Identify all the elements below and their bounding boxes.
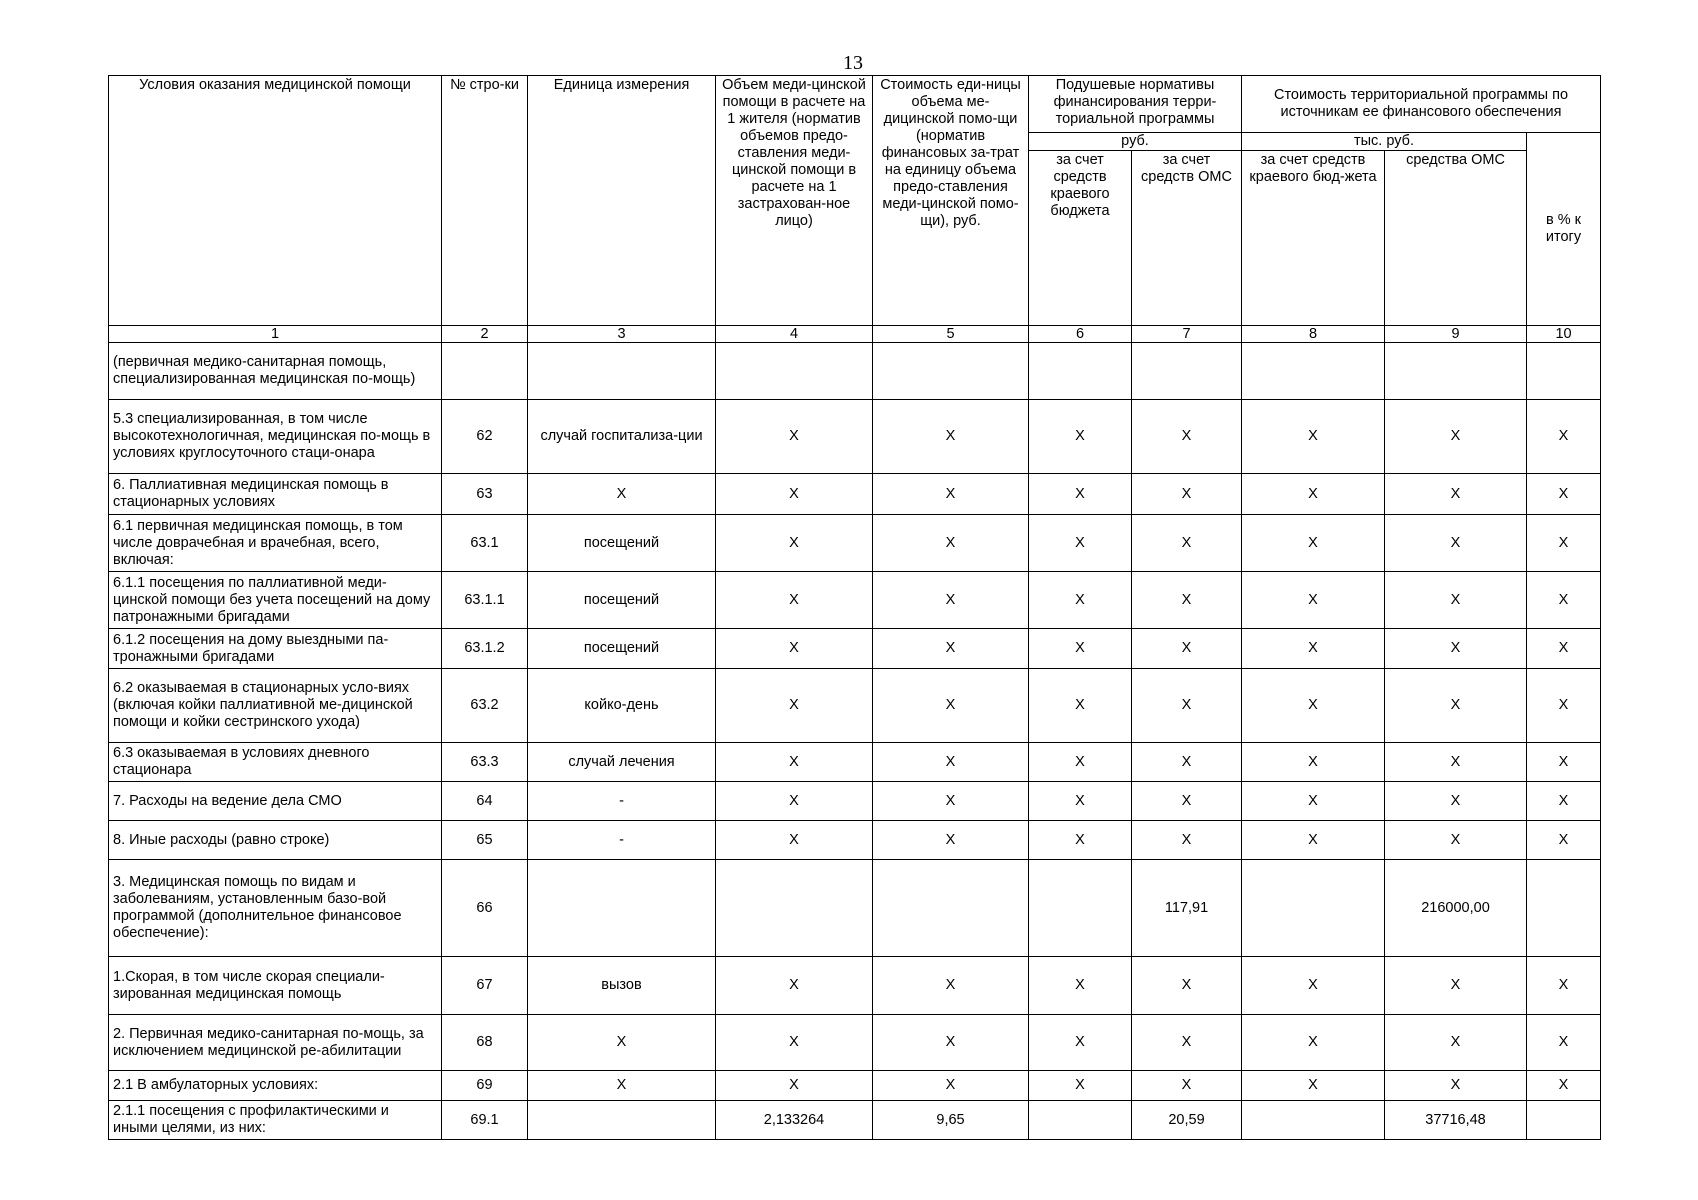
- cell-volume: 2,133264: [716, 1101, 873, 1140]
- cell-oms-thousand: X: [1385, 957, 1527, 1015]
- table-row: [109, 669, 1601, 743]
- cell-row-number: 62: [442, 400, 528, 474]
- table-row: [109, 343, 1601, 400]
- column-number: 4: [716, 326, 873, 343]
- column-number: 7: [1132, 326, 1242, 343]
- table-row: [109, 629, 1601, 669]
- cell-unit-cost: X: [873, 474, 1029, 515]
- cell-percent-total: X: [1527, 572, 1601, 629]
- table-row: [109, 474, 1601, 515]
- cell-conditions: 2. Первичная медико-санитарная по-мощь, за исключением медицинской ре-абилитации: [109, 1015, 442, 1071]
- cell-percent-total: X: [1527, 515, 1601, 572]
- column-number: 8: [1242, 326, 1385, 343]
- cell-regional-budget-rub: X: [1029, 782, 1132, 821]
- cell-volume: X: [716, 572, 873, 629]
- cell-percent-total: X: [1527, 743, 1601, 782]
- table-row: [109, 1071, 1601, 1101]
- cell-regional-budget-thousand: X: [1242, 629, 1385, 669]
- header-per-capita-group: Подушевые нормативы финансирования терри-ториальной программы: [1029, 76, 1242, 133]
- table-row: [109, 515, 1601, 572]
- cell-oms-thousand: 216000,00: [1385, 860, 1527, 957]
- cell-conditions: 6.1.2 посещения на дому выездными па-тронажными бригадами: [109, 629, 442, 669]
- cell-volume: X: [716, 669, 873, 743]
- header-rub-unit: руб.: [1029, 133, 1242, 151]
- cell-regional-budget-thousand: X: [1242, 669, 1385, 743]
- cell-unit: [528, 860, 716, 957]
- table-row: [109, 821, 1601, 860]
- cell-unit-cost: 9,65: [873, 1101, 1029, 1140]
- cell-unit: койко-день: [528, 669, 716, 743]
- cell-oms-thousand: 37716,48: [1385, 1101, 1527, 1140]
- table-body: [109, 343, 1601, 1140]
- column-number: 3: [528, 326, 716, 343]
- cell-unit-cost: X: [873, 957, 1029, 1015]
- cell-oms-rub: X: [1132, 515, 1242, 572]
- cell-oms-rub: X: [1132, 821, 1242, 860]
- cell-unit-cost: X: [873, 629, 1029, 669]
- cell-unit: X: [528, 1071, 716, 1101]
- cell-regional-budget-rub: [1029, 343, 1132, 400]
- cell-volume: X: [716, 957, 873, 1015]
- cell-unit-cost: X: [873, 572, 1029, 629]
- cell-row-number: 63.2: [442, 669, 528, 743]
- header-conditions: Условия оказания медицинской помощи: [109, 76, 442, 326]
- cell-regional-budget-thousand: X: [1242, 1071, 1385, 1101]
- cell-volume: [716, 343, 873, 400]
- cell-volume: X: [716, 782, 873, 821]
- cell-volume: X: [716, 474, 873, 515]
- cell-regional-budget-thousand: [1242, 860, 1385, 957]
- table-row: [109, 957, 1601, 1015]
- cell-regional-budget-thousand: X: [1242, 957, 1385, 1015]
- header-percent-total: в % к итогу: [1527, 133, 1601, 326]
- cell-oms-thousand: X: [1385, 782, 1527, 821]
- cell-unit-cost: X: [873, 1071, 1029, 1101]
- table-header: [109, 76, 1601, 343]
- column-number: 6: [1029, 326, 1132, 343]
- header-regional-budget-rub: за счет средств краевого бюджета: [1029, 151, 1132, 326]
- cell-row-number: 69: [442, 1071, 528, 1101]
- cell-regional-budget-thousand: X: [1242, 572, 1385, 629]
- cell-conditions: 1.Скорая, в том числе скорая специали-зированная медицинская помощь: [109, 957, 442, 1015]
- cell-conditions: (первичная медико-санитарная помощь, специализированная медицинская по-мощь): [109, 343, 442, 400]
- cell-unit: X: [528, 1015, 716, 1071]
- column-number: 2: [442, 326, 528, 343]
- cell-regional-budget-rub: X: [1029, 1015, 1132, 1071]
- cell-regional-budget-thousand: X: [1242, 474, 1385, 515]
- program-cost-table: [108, 75, 1601, 1140]
- cell-percent-total: [1527, 343, 1601, 400]
- cell-unit-cost: X: [873, 1015, 1029, 1071]
- cell-oms-rub: X: [1132, 743, 1242, 782]
- cell-regional-budget-thousand: X: [1242, 1015, 1385, 1071]
- table-row: [109, 400, 1601, 474]
- cell-row-number: 66: [442, 860, 528, 957]
- cell-percent-total: X: [1527, 629, 1601, 669]
- cell-oms-thousand: X: [1385, 515, 1527, 572]
- cell-percent-total: X: [1527, 821, 1601, 860]
- header-regional-budget-thousand: за счет средств краевого бюд-жета: [1242, 151, 1385, 326]
- cell-oms-thousand: X: [1385, 743, 1527, 782]
- cell-oms-rub: X: [1132, 957, 1242, 1015]
- cell-unit-cost: X: [873, 515, 1029, 572]
- column-number-row: [109, 326, 1601, 343]
- cell-percent-total: [1527, 1101, 1601, 1140]
- header-volume: Объем меди-цинской помощи в расчете на 1 жителя (норматив объемов предо-ставления меди-цинской помощи в расчете на 1 застрахован-ное лицо): [716, 76, 873, 326]
- cell-row-number: 67: [442, 957, 528, 1015]
- cell-conditions: 6.2 оказываемая в стационарных усло-виях (включая койки паллиативной ме-дицинской помощи и койки сестринского ухода): [109, 669, 442, 743]
- cell-percent-total: X: [1527, 400, 1601, 474]
- cell-regional-budget-rub: X: [1029, 474, 1132, 515]
- cell-unit-cost: X: [873, 400, 1029, 474]
- cell-regional-budget-rub: X: [1029, 515, 1132, 572]
- cell-oms-rub: [1132, 343, 1242, 400]
- cell-regional-budget-rub: X: [1029, 400, 1132, 474]
- cell-oms-thousand: X: [1385, 669, 1527, 743]
- cell-volume: X: [716, 1071, 873, 1101]
- column-number: 9: [1385, 326, 1527, 343]
- cell-oms-thousand: X: [1385, 1071, 1527, 1101]
- cell-regional-budget-thousand: X: [1242, 515, 1385, 572]
- cell-percent-total: X: [1527, 474, 1601, 515]
- cell-oms-rub: X: [1132, 1071, 1242, 1101]
- table-row: [109, 572, 1601, 629]
- column-number: 1: [109, 326, 442, 343]
- cell-conditions: 3. Медицинская помощь по видам и заболеваниям, установленным базо-вой программой (дополнительное финансовое обеспечение):: [109, 860, 442, 957]
- header-oms-thousand: средства ОМС: [1385, 151, 1527, 326]
- cell-percent-total: X: [1527, 782, 1601, 821]
- cell-unit: -: [528, 821, 716, 860]
- cell-unit-cost: X: [873, 821, 1029, 860]
- cell-conditions: 5.3 специализированная, в том числе высокотехнологичная, медицинская по-мощь в условиях круглосуточного стаци-онара: [109, 400, 442, 474]
- cell-unit-cost: [873, 343, 1029, 400]
- cell-unit: вызов: [528, 957, 716, 1015]
- cell-regional-budget-rub: X: [1029, 821, 1132, 860]
- cell-oms-thousand: X: [1385, 572, 1527, 629]
- cell-unit-cost: X: [873, 669, 1029, 743]
- cell-unit: посещений: [528, 572, 716, 629]
- cell-unit: случай госпитализа-ции: [528, 400, 716, 474]
- cell-row-number: 64: [442, 782, 528, 821]
- table-row: [109, 743, 1601, 782]
- cell-unit: посещений: [528, 515, 716, 572]
- cell-conditions: 8. Иные расходы (равно строке): [109, 821, 442, 860]
- header-thousand-rub-unit: тыс. руб.: [1242, 133, 1527, 151]
- cell-oms-rub: 117,91: [1132, 860, 1242, 957]
- cell-oms-thousand: X: [1385, 400, 1527, 474]
- cell-conditions: 6.3 оказываемая в условиях дневного стационара: [109, 743, 442, 782]
- cell-row-number: [442, 343, 528, 400]
- cell-oms-rub: X: [1132, 782, 1242, 821]
- table-row: [109, 860, 1601, 957]
- cell-volume: X: [716, 629, 873, 669]
- cell-oms-rub: 20,59: [1132, 1101, 1242, 1140]
- cell-unit-cost: X: [873, 782, 1029, 821]
- cell-row-number: 69.1: [442, 1101, 528, 1140]
- cell-oms-thousand: [1385, 343, 1527, 400]
- cell-regional-budget-thousand: X: [1242, 782, 1385, 821]
- cell-unit: посещений: [528, 629, 716, 669]
- header-row-number: № стро-ки: [442, 76, 528, 326]
- cell-volume: X: [716, 1015, 873, 1071]
- cell-oms-rub: X: [1132, 572, 1242, 629]
- cell-conditions: 2.1.1 посещения с профилактическими и иными целями, из них:: [109, 1101, 442, 1140]
- cell-unit-cost: [873, 860, 1029, 957]
- cell-regional-budget-rub: X: [1029, 572, 1132, 629]
- page-number: 13: [843, 52, 863, 74]
- cell-unit: X: [528, 474, 716, 515]
- cell-row-number: 63.1.2: [442, 629, 528, 669]
- cell-volume: [716, 860, 873, 957]
- header-program-cost-group: Стоимость территориальной программы по источникам ее финансового обеспечения: [1242, 76, 1601, 133]
- column-number: 10: [1527, 326, 1601, 343]
- cell-row-number: 63.3: [442, 743, 528, 782]
- cell-oms-rub: X: [1132, 474, 1242, 515]
- cell-volume: X: [716, 743, 873, 782]
- cell-conditions: 6.1.1 посещения по паллиативной меди-цинской помощи без учета посещений на дому патронажными бригадами: [109, 572, 442, 629]
- cell-conditions: 6.1 первичная медицинская помощь, в том числе доврачебная и врачебная, всего, включая:: [109, 515, 442, 572]
- cell-regional-budget-rub: [1029, 860, 1132, 957]
- cell-regional-budget-rub: X: [1029, 669, 1132, 743]
- cell-regional-budget-rub: [1029, 1101, 1132, 1140]
- cell-regional-budget-thousand: X: [1242, 743, 1385, 782]
- cell-volume: X: [716, 400, 873, 474]
- cell-conditions: 6. Паллиативная медицинская помощь в стационарных условиях: [109, 474, 442, 515]
- cell-regional-budget-thousand: X: [1242, 821, 1385, 860]
- cell-oms-thousand: X: [1385, 821, 1527, 860]
- cell-unit: случай лечения: [528, 743, 716, 782]
- table-row: [109, 782, 1601, 821]
- cell-conditions: 2.1 В амбулаторных условиях:: [109, 1071, 442, 1101]
- cell-oms-rub: X: [1132, 669, 1242, 743]
- cell-percent-total: X: [1527, 669, 1601, 743]
- cell-unit: [528, 1101, 716, 1140]
- table-row: [109, 1101, 1601, 1140]
- cell-regional-budget-rub: X: [1029, 957, 1132, 1015]
- cell-regional-budget-thousand: [1242, 343, 1385, 400]
- cell-row-number: 65: [442, 821, 528, 860]
- cell-conditions: 7. Расходы на ведение дела СМО: [109, 782, 442, 821]
- cell-row-number: 63: [442, 474, 528, 515]
- cell-oms-rub: X: [1132, 400, 1242, 474]
- cell-volume: X: [716, 821, 873, 860]
- cell-row-number: 63.1: [442, 515, 528, 572]
- cell-regional-budget-rub: X: [1029, 1071, 1132, 1101]
- cell-regional-budget-rub: X: [1029, 743, 1132, 782]
- cell-volume: X: [716, 515, 873, 572]
- header-oms-rub: за счет средств ОМС: [1132, 151, 1242, 326]
- cell-regional-budget-thousand: X: [1242, 400, 1385, 474]
- cell-unit-cost: X: [873, 743, 1029, 782]
- cell-regional-budget-rub: X: [1029, 629, 1132, 669]
- cell-unit: [528, 343, 716, 400]
- header-unit: Единица измерения: [528, 76, 716, 326]
- cell-percent-total: X: [1527, 1071, 1601, 1101]
- cell-row-number: 68: [442, 1015, 528, 1071]
- table-row: [109, 1015, 1601, 1071]
- cell-percent-total: X: [1527, 957, 1601, 1015]
- cell-percent-total: X: [1527, 1015, 1601, 1071]
- cell-oms-rub: X: [1132, 1015, 1242, 1071]
- cell-row-number: 63.1.1: [442, 572, 528, 629]
- cell-oms-thousand: X: [1385, 474, 1527, 515]
- cell-percent-total: [1527, 860, 1601, 957]
- cell-unit: -: [528, 782, 716, 821]
- header-unit-cost: Стоимость еди-ницы объема ме-дицинской помо-щи (норматив финансовых за-трат на единицу объема предо-ставления меди-цинской помо-щи), руб.: [873, 76, 1029, 326]
- cell-oms-thousand: X: [1385, 1015, 1527, 1071]
- column-number: 5: [873, 326, 1029, 343]
- cell-regional-budget-thousand: [1242, 1101, 1385, 1140]
- cell-oms-rub: X: [1132, 629, 1242, 669]
- cell-oms-thousand: X: [1385, 629, 1527, 669]
